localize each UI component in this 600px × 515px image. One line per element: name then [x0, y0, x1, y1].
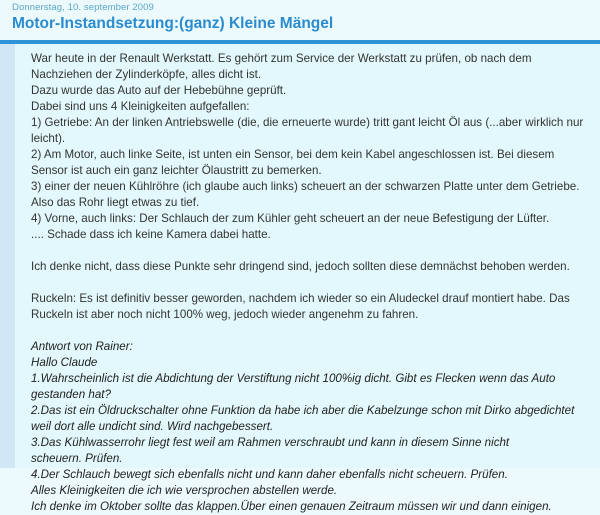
post-body-container: [0, 44, 600, 513]
issue-3: 3) einer der neuen Kühlröhre (ich glaube auch links) scheuert an der schwarzen Platte unter dem Getriebe.: [31, 180, 580, 193]
reply-line: 4.Der Schlauch bewegt sich ebenfalls nicht und kann daher ebenfalls nicht scheuern. Prüfen.: [31, 468, 508, 481]
issue-2: 2) Am Motor, auch linke Seite, ist unten ein Sensor, bei dem kein Kabel angeschlossen ist. Bei diesem: [31, 148, 555, 161]
reply-section: [31, 339, 596, 515]
reply-greeting: Hallo Claude: [31, 356, 98, 369]
reply-heading: Antwort von Rainer:: [31, 340, 133, 353]
post-body: [31, 51, 596, 515]
body-line: War heute in der Renault Werkstatt. Es gehört zum Service der Werkstatt zu prüfen, ob nach dem: [31, 52, 532, 65]
body-line: Dazu wurde das Auto auf der Hebebühne geprüft.: [31, 84, 287, 97]
reply-line: weil dort alle undicht sind. Wird nachgebessert.: [31, 420, 274, 433]
reply-line: 1.Wahrscheinlich ist die Abdichtung der Verstiftung nicht 100%ig dicht. Gibt es Flecken wenn das Auto: [31, 372, 556, 385]
body-line: Dabei sind uns 4 Kleinigkeiten aufgefallen:: [31, 100, 250, 113]
post-title[interactable]: Motor-Instandsetzung:(ganz) Kleine Mängel: [12, 15, 334, 32]
issue-2-cont: Sensor ist auch ein ganz leichter Ölaustritt zu bemerken.: [31, 164, 322, 177]
body-line: Nachziehen der Zylinderköpfe, alles dicht ist.: [31, 68, 262, 81]
issue-1-cont: leicht).: [31, 132, 66, 145]
reply-line: scheuern. Prüfen.: [31, 452, 123, 465]
reply-line: 3.Das Kühlwasserrohr liegt fest weil am Rahmen verschraubt und kann in diesem Sinne nicht: [31, 436, 510, 449]
post-date: Donnerstag, 10. september 2009: [12, 2, 154, 13]
assessment-paragraph: Ich denke nicht, dass diese Punkte sehr dringend sind, jedoch sollten diese demnächst behoben werden.: [31, 260, 570, 273]
left-sidebar-strip: [0, 44, 15, 468]
ruckeln-paragraph: Ruckeln: Es ist definitiv besser geworden, nachdem ich wieder so ein Aludeckel drauf montiert habe. Das: [31, 292, 570, 305]
reply-line: 2.Das ist ein Öldruckschalter ohne Funktion da habe ich aber die Kabelzunge schon mit Dirko abgedichtet: [31, 404, 575, 417]
body-line: .... Schade dass ich keine Kamera dabei hatte.: [31, 228, 271, 241]
reply-line: Alles Kleinigkeiten die ich wie versprochen abstellen werde.: [31, 484, 338, 497]
issue-1: 1) Getriebe: An der linken Antriebswelle (die, die erneuerte wurde) tritt gant leicht Öl aus (...aber wirklich nur: [31, 116, 584, 129]
issue-3-cont: Also das Rohr liegt etwas zu tief.: [31, 196, 200, 209]
reply-line: Ich denke im Oktober sollte das klappen.Über einen genauen Zeitraum müssen wir und dann einigen.: [31, 500, 552, 513]
ruckeln-paragraph-cont: Ruckeln ist aber noch nicht 100% weg, jedoch wieder angenehm zu fahren.: [31, 308, 419, 321]
issue-4: 4) Vorne, auch links: Der Schlauch der zum Kühler geht scheuert an der neue Befestigung der Lüfter.: [31, 212, 550, 225]
reply-line: gestanden hat?: [31, 388, 111, 401]
